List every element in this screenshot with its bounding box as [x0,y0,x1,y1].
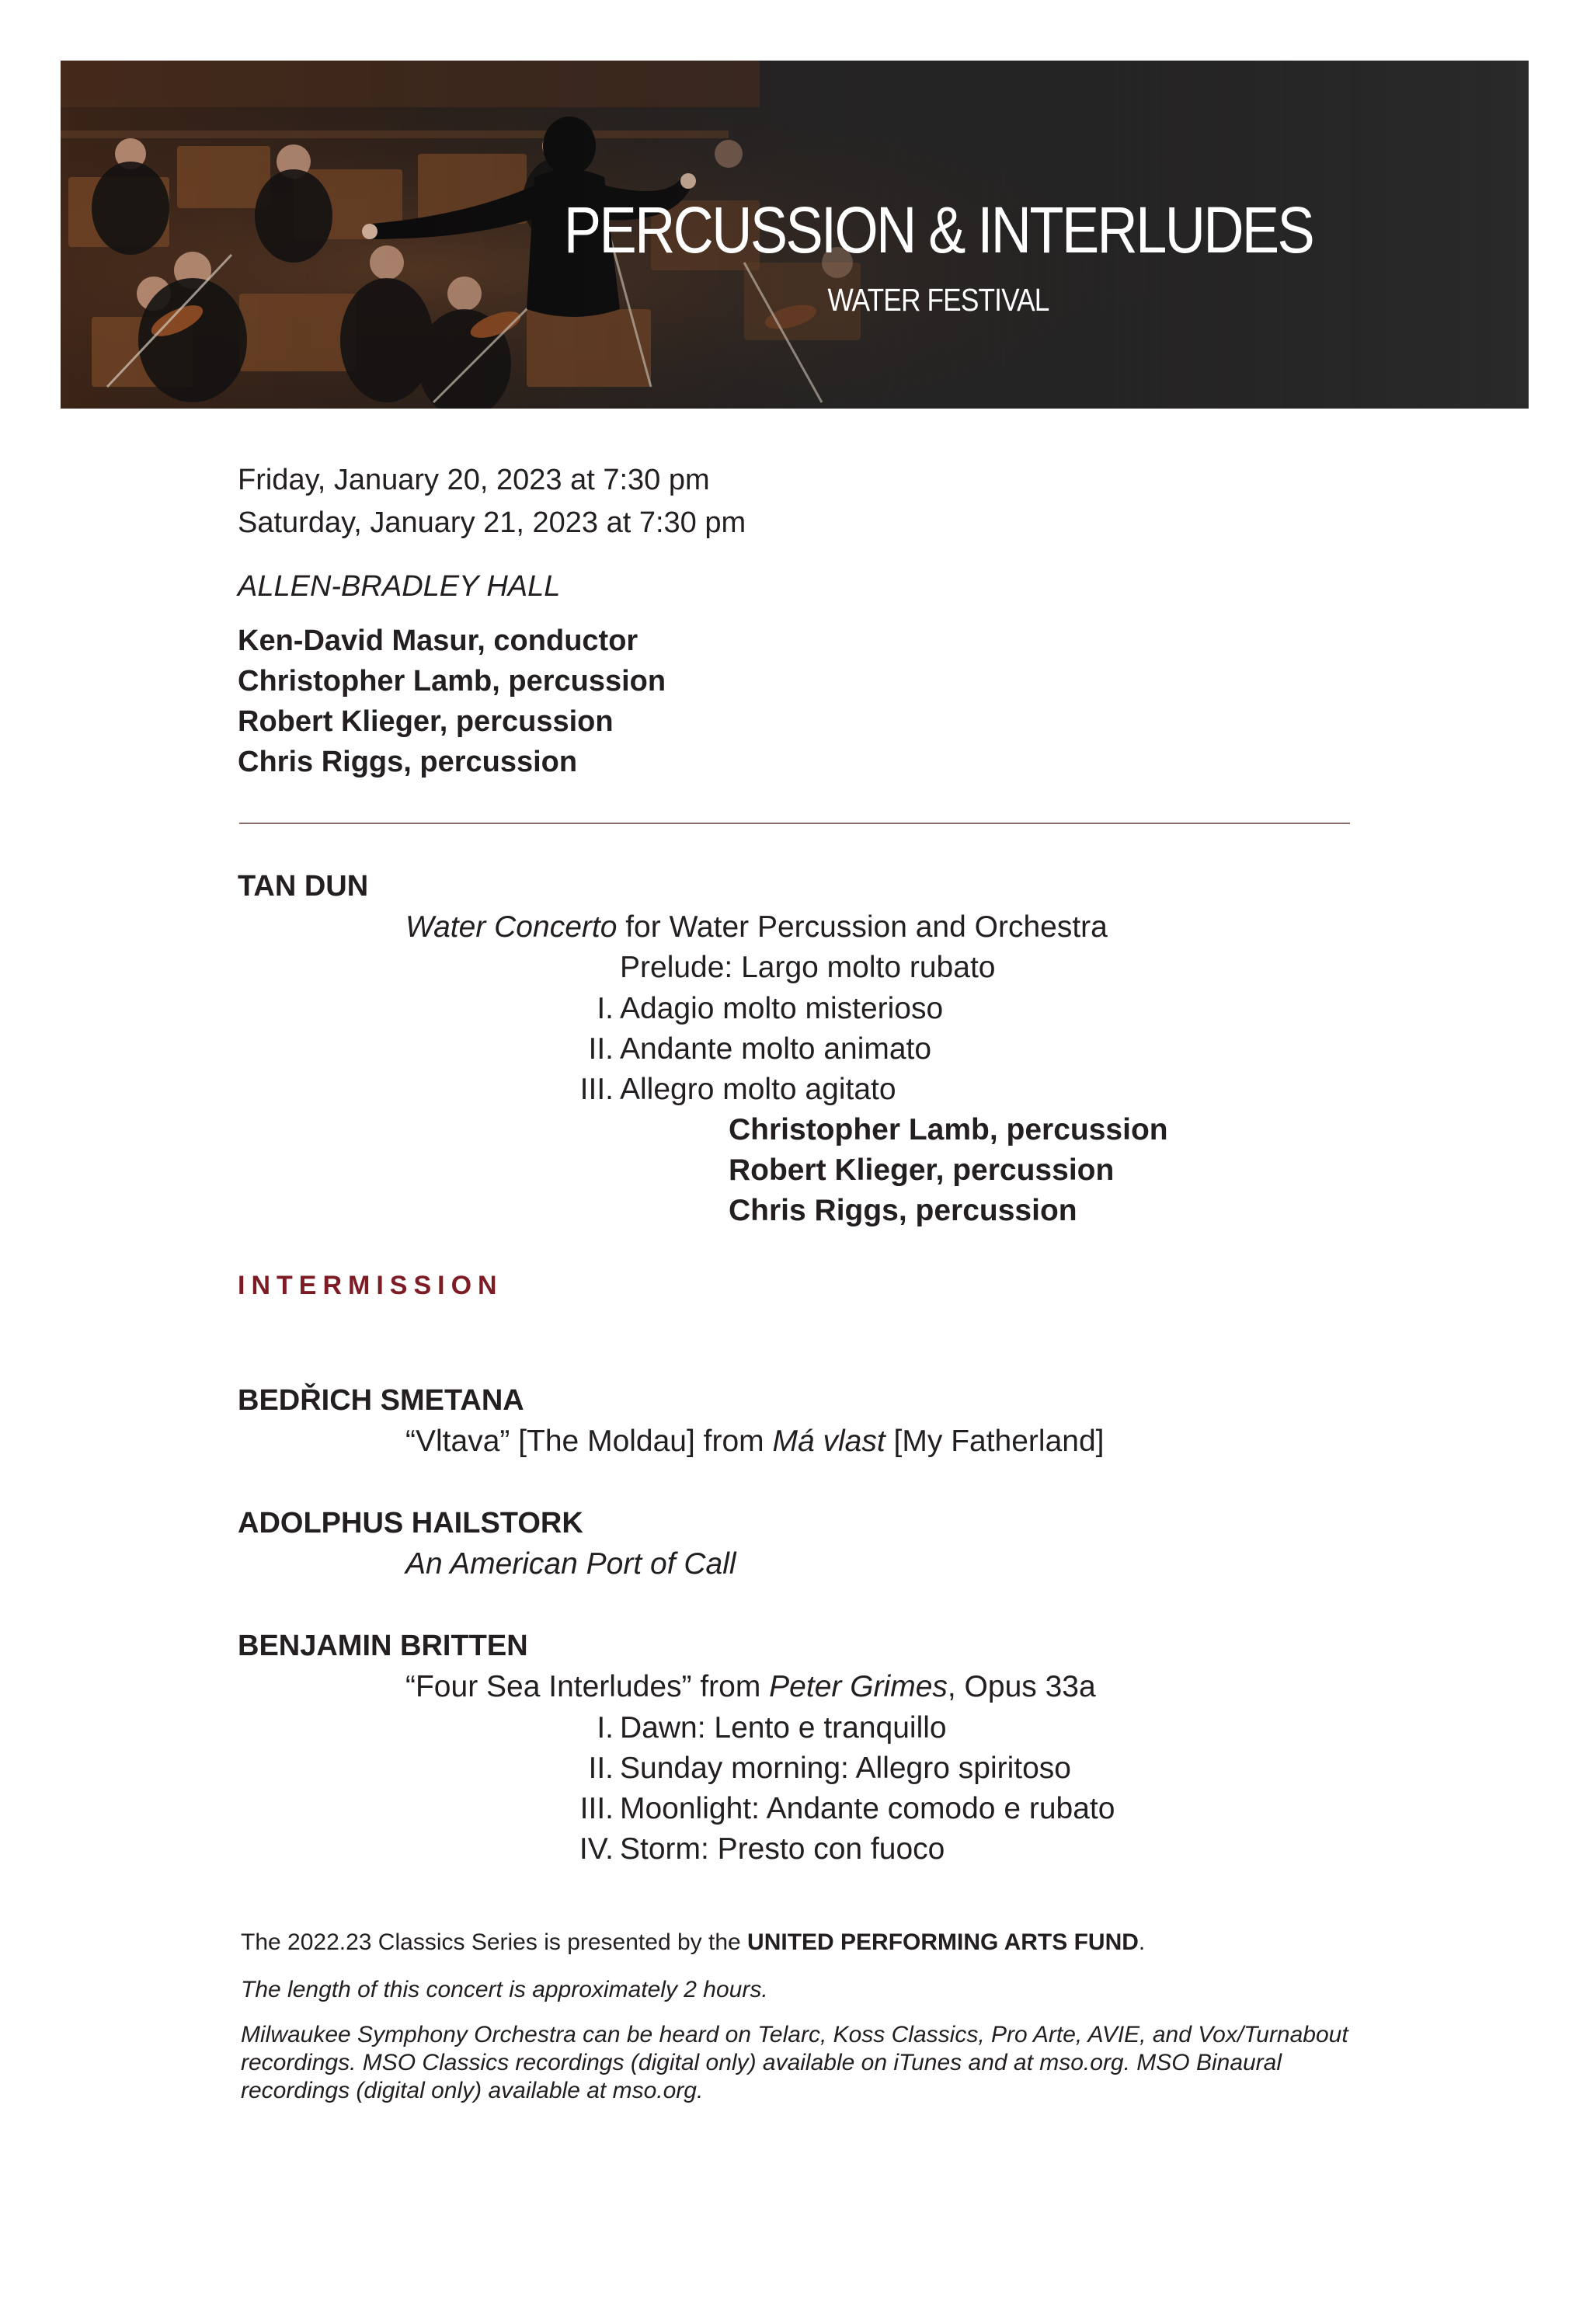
movement-title: Dawn: Lento e tranquillo [620,1711,947,1745]
movement-number: IV. [579,1832,614,1866]
soloist-1: Christopher Lamb, percussion [729,1113,1168,1146]
movement-title: Sunday morning: Allegro spiritoso [620,1752,1071,1785]
work-text: , Opus 33a [947,1670,1096,1703]
divider-rule [239,823,1350,824]
work-subtitle: for Water Percussion and Orchestra [617,910,1108,944]
movement-number: I. [597,1711,614,1745]
composer-britten: BENJAMIN BRITTEN [238,1630,528,1662]
work-text: “Four Sea Interludes” from [405,1670,770,1703]
work-vltava [405,1425,1104,1459]
movement-title: Moonlight: Andante comodo e rubato [620,1792,1115,1825]
movement-title: Storm: Presto con fuoco [620,1832,945,1866]
header-banner [61,61,1529,409]
performer-percussion-2: Robert Klieger, percussion [238,705,614,738]
movement-number: III. [579,1792,614,1825]
venue-name: ALLEN-BRADLEY HALL [238,570,561,603]
recordings-note-line-3: recordings (digital only) available at mso.org. [241,2078,704,2103]
series-sponsor-note [241,1929,1145,1956]
soloist-2: Robert Klieger, percussion [729,1153,1115,1187]
movement-number: II. [588,1032,614,1066]
movement-number: III. [579,1073,614,1106]
sponsor-name: UNITED PERFORMING ARTS FUND [747,1929,1139,1955]
festival-subtitle: WATER FESTIVAL [827,282,1049,318]
composer-tan-dun: TAN DUN [238,870,369,903]
work-four-sea-interludes [405,1670,1096,1704]
movement-title: Allegro molto agitato [620,1073,896,1106]
composer-smetana: BEDŘICH SMETANA [238,1384,524,1417]
movement-title: Andante molto animato [620,1032,932,1066]
movement-number: II. [588,1752,614,1785]
work-title: Water Concerto [405,910,618,944]
performance-date-2: Saturday, January 21, 2023 at 7:30 pm [238,506,746,539]
sponsor-period: . [1138,1929,1146,1955]
work-american-port-of-call [405,1547,736,1581]
recordings-note-line-1: Milwaukee Symphony Orchestra can be heard on Telarc, Koss Classics, Pro Arte, AVIE, and Vox/Turnabout [241,2022,1348,2047]
concert-length-note: The length of this concert is approximately 2 hours. [241,1977,768,2002]
performer-conductor: Ken-David Masur, conductor [238,624,638,657]
performer-percussion-1: Christopher Lamb, percussion [238,665,666,698]
composer-hailstork: ADOLPHUS HAILSTORK [238,1507,583,1539]
recordings-note-line-2: recordings. MSO Classics recordings (digital only) available on iTunes and at mso.org. MSO Binaural [241,2050,1282,2075]
soloist-3: Chris Riggs, percussion [729,1194,1077,1227]
sponsor-text: The 2022.23 Classics Series is presented by the [241,1929,748,1955]
work-title: An American Port of Call [405,1547,736,1581]
performance-date-1: Friday, January 20, 2023 at 7:30 pm [238,464,710,496]
movement-title: Adagio molto misterioso [620,992,944,1025]
work-text: “Vltava” [The Moldau] from [405,1425,773,1458]
work-title: Peter Grimes [769,1670,948,1703]
movement-number: I. [597,992,614,1025]
work-title: Má vlast [772,1425,885,1458]
work-text: [My Fatherland] [885,1425,1105,1458]
performer-percussion-3: Chris Riggs, percussion [238,746,578,778]
intermission-label: INTERMISSION [238,1271,503,1300]
work-water-concerto [405,910,1108,945]
movement-prelude: Prelude: Largo molto rubato [620,951,996,984]
concert-title: PERCUSSION & INTERLUDES [563,193,1313,266]
